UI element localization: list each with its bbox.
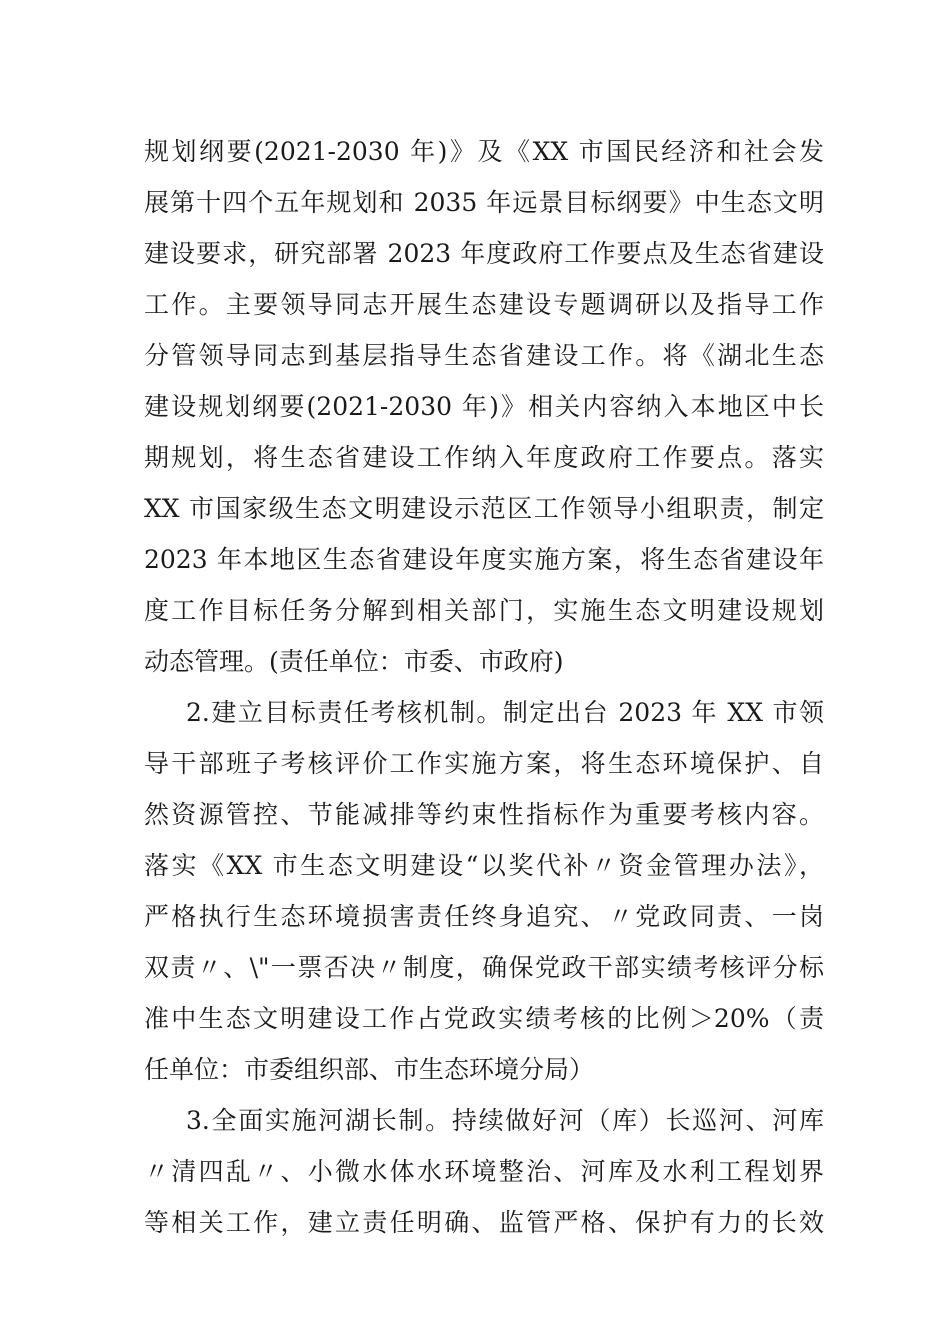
text-line-14: 然资源管控、节能减排等约束性指标作为重要考核内容。 (144, 800, 824, 829)
text-line-18: 准中生态文明建设工作占党政实绩考核的比例＞20%（责 (144, 1004, 824, 1033)
text-line-15: 落实《XX 市生态文明建设“以奖代补〃资金管理办法》， (144, 851, 824, 880)
text-line-10: 度工作目标任务分解到相关部门，实施生态文明建设规划 (144, 596, 824, 625)
text-line-4: 工作。主要领导同志开展生态建设专题调研以及指导工作 (144, 290, 824, 319)
text-line-22: 等相关工作，建立责任明确、监管严格、保护有力的长效 (144, 1208, 824, 1237)
text-line-2: 展第十四个五年规划和 2035 年远景目标纲要》中生态文明 (144, 188, 824, 217)
paragraph-3-heading-line: 3.全面实施河湖长制。持续做好河（库）长巡河、河库 (186, 1106, 824, 1135)
text-line-17: 双责〃、\"一票否决〃制度，确保党政干部实绩考核评分标 (144, 953, 824, 982)
text-line-13: 导干部班子考核评价工作实施方案，将生态环境保护、自 (144, 749, 824, 778)
text-line-19: 任单位：市委组织部、市生态环境分局） (144, 1055, 595, 1084)
text-line-3: 建设要求，研究部署 2023 年度政府工作要点及生态省建设 (144, 239, 824, 268)
text-line-9: 2023 年本地区生态省建设年度实施方案，将生态省建设年 (144, 545, 824, 574)
text-line-1: 规划纲要(2021-2030 年)》及《XX 市国民经济和社会发 (144, 137, 824, 166)
text-line-5: 分管领导同志到基层指导生态省建设工作。将《湖北生态 (144, 341, 824, 370)
text-line-11: 动态管理。(责任单位：市委、市政府) (144, 647, 564, 676)
paragraph-2-heading-line: 2.建立目标责任考核机制。制定出台 2023 年 XX 市领 (186, 698, 824, 727)
text-line-16: 严格执行生态环境损害责任终身追究、〃党政同责、一岗 (144, 902, 824, 931)
text-line-21: 〃清四乱〃、小微水体水环境整治、河库及水利工程划界 (144, 1157, 824, 1186)
text-line-7: 期规划，将生态省建设工作纳入年度政府工作要点。落实 (144, 443, 824, 472)
text-line-8: XX 市国家级生态文明建设示范区工作领导小组职责，制定 (144, 494, 824, 523)
text-line-6: 建设规划纲要(2021-2030 年)》相关内容纳入本地区中长 (144, 392, 824, 421)
